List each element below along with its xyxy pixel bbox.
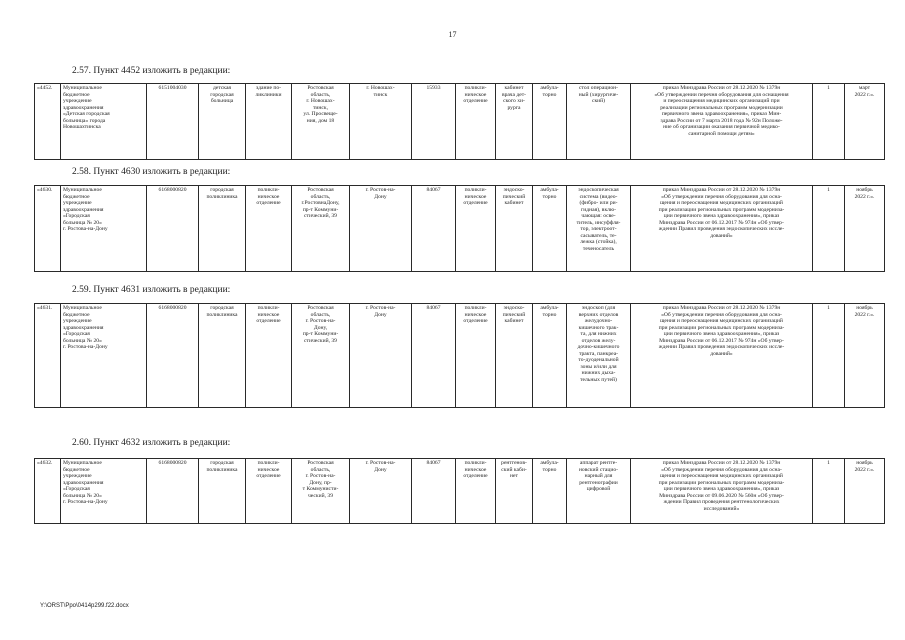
organization-cell: Муниципальное бюджетное учреждение здравоохранения «Детская городская больница» города Новошахтинска [61, 84, 147, 160]
inn-cell: 6168000820 [147, 304, 199, 408]
care-type-cell: амбула- торно [533, 84, 567, 160]
equipment-cell: аппарат рентге- новский стацио- нарный для рентгенографии цифровой [567, 459, 631, 524]
register-table [34, 458, 885, 524]
organization-cell: Муниципальное бюджетное учреждение здравоохранения «Городская больница № 20» г. Ростова-на-Дону [61, 186, 147, 272]
item-number-cell: «4452. [35, 84, 61, 160]
footer-file-path: Y:\ORST\Ppo\0414p299.f22.docx [40, 603, 129, 609]
unit-cell: поликли- ническое отделение [246, 459, 292, 524]
register-table [34, 83, 885, 160]
department-cell: поликли- ническое отделение [456, 84, 496, 160]
table-row [35, 459, 885, 524]
facility-type-cell: городская поликлиника [199, 304, 246, 408]
page-number: 17 [448, 30, 457, 39]
register-table [34, 185, 885, 272]
regulation-cell: приказ Минздрава России от 28.12.2020 № 1379н «Об утверждении перечня оборудования для осна- щения и переоснащения медицинских организаций при реализации региональных программ модерниза- ции первичного звена здравоохранения», приказ Минздрава России от 09.06.2020 № 560н «Об утвер- ждении Правил проведения рентгенологических исследований» [631, 459, 813, 524]
date-cell: ноябрь 2022 г.». [845, 459, 885, 524]
address-cell: Ростовская область, г. Новошах- тинск, ул. Просвеще- ния, дом 18 [292, 84, 350, 160]
equipment-cell: эндоскоп (для верхних отделов желудочно- кишечного трак- та, для нижних отделов желу- дочно-кишечного тракта, панкреа- то-дуоденальной зоны и/или для нижних дыха- тельных путей) [567, 304, 631, 408]
city-cell: г. Новошах- тинск [350, 84, 412, 160]
date-cell: ноябрь 2022 г.». [845, 186, 885, 272]
date-cell: март 2022 г.». [845, 84, 885, 160]
register-table [34, 303, 885, 408]
section-heading: 2.58. Пункт 4630 изложить в редакции: [72, 167, 231, 177]
section-heading: 2.57. Пункт 4452 изложить в редакции: [72, 66, 231, 76]
quantity-cell: 1 [813, 186, 845, 272]
address-cell: Ростовская область, г.РостовнаДону, пр-т Коммуни- стический, 39 [292, 186, 350, 272]
department-cell: поликли- ническое отделение [456, 186, 496, 272]
department-cell: поликли- ническое отделение [456, 459, 496, 524]
city-cell: г. Ростов-на- Дону [350, 186, 412, 272]
item-number-cell: «4632. [35, 459, 61, 524]
section-heading: 2.59. Пункт 4631 изложить в редакции: [72, 285, 231, 295]
city-cell: г. Ростов-на- Дону [350, 304, 412, 408]
quantity-cell: 1 [813, 304, 845, 408]
city-cell: г. Ростов-на- Дону [350, 459, 412, 524]
care-type-cell: амбула- торно [533, 304, 567, 408]
code-cell: 84067 [412, 304, 456, 408]
facility-type-cell: городская поликлиника [199, 186, 246, 272]
table-row [35, 186, 885, 272]
unit-cell: поликли- ническое отделение [246, 304, 292, 408]
organization-cell: Муниципальное бюджетное учреждение здравоохранения «Городская больница № 20» г. Ростова-на-Дону [61, 304, 147, 408]
facility-type-cell: детская городская больница [199, 84, 246, 160]
table-row [35, 304, 885, 408]
code-cell: 15933 [412, 84, 456, 160]
care-type-cell: амбула- торно [533, 459, 567, 524]
section-heading: 2.60. Пункт 4632 изложить в редакции: [72, 438, 231, 448]
equipment-cell: стол операцион- ный (хирургиче- ский) [567, 84, 631, 160]
room-cell: кабинет врача дет- ского хи- рурга [496, 84, 533, 160]
code-cell: 84067 [412, 186, 456, 272]
inn-cell: 6168000820 [147, 459, 199, 524]
department-cell: поликли- ническое отделение [456, 304, 496, 408]
inn-cell: 6151004030 [147, 84, 199, 160]
facility-type-cell: городская поликлиника [199, 459, 246, 524]
address-cell: Ростовская область, г. Ростов-на- Дону, пр-т Коммуни- стический, 39 [292, 304, 350, 408]
date-cell: ноябрь 2022 г.». [845, 304, 885, 408]
item-number-cell: «4630. [35, 186, 61, 272]
quantity-cell: 1 [813, 459, 845, 524]
table-row [35, 84, 885, 160]
equipment-cell: эндоскопическая система (видео- (фибро- или ри- гидная), вклю- чающая: осве- титель, инсуффля- тор, электроот- сасыватель, те- лежка (стойка), теченосатель [567, 186, 631, 272]
care-type-cell: амбула- торно [533, 186, 567, 272]
code-cell: 84067 [412, 459, 456, 524]
address-cell: Ростовская область, г. Ростов-на- Дону, пр- т Коммунисти- ческий, 39 [292, 459, 350, 524]
unit-cell: поликли- ническое отделение [246, 186, 292, 272]
regulation-cell: приказ Минздрава России от 28.12.2020 № 1379н «Об утверждении перечня оборудования для оснащения и переоснащения медицинских организаций при реализации региональных программ модернизации первичного звена здравоохранения», приказ Мин- здрава России от 7 марта 2018 года № 92н Положе- ние об организации оказания первичной медико- санитарной помощи детям» [631, 84, 813, 160]
regulation-cell: приказ Минздрава России от 28.12.2020 № 1379н «Об утверждении перечня оборудования для осна- щения и переоснащения медицинских организаций при реализации региональных программ модерниза- ции первичного звена здравоохранения», приказ Минздрава России от 06.12.2017 № 974н «Об утвер- ждении Правил проведения эндоскопических иссле- дований» [631, 186, 813, 272]
unit-cell: здание по- ликлиники [246, 84, 292, 160]
quantity-cell: 1 [813, 84, 845, 160]
organization-cell: Муниципальное бюджетное учреждение здравоохранения «Городская больница № 20» г. Ростова-на-Дону [61, 459, 147, 524]
regulation-cell: приказ Минздрава России от 28.12.2020 № 1379н «Об утверждении перечня оборудования для осна- щения и переоснащения медицинских организаций при реализации региональных программ модерниза- ции первичного звена здравоохранения», приказ Минздрава России от 06.12.2017 № 974н «Об утвер- ждении Правил проведения эндоскопических иссле- дований» [631, 304, 813, 408]
room-cell: рентгенов- ский каби- нет [496, 459, 533, 524]
room-cell: эндоско- пический кабинет [496, 186, 533, 272]
item-number-cell: «4631. [35, 304, 61, 408]
room-cell: эндоско- пический кабинет [496, 304, 533, 408]
inn-cell: 6168000820 [147, 186, 199, 272]
